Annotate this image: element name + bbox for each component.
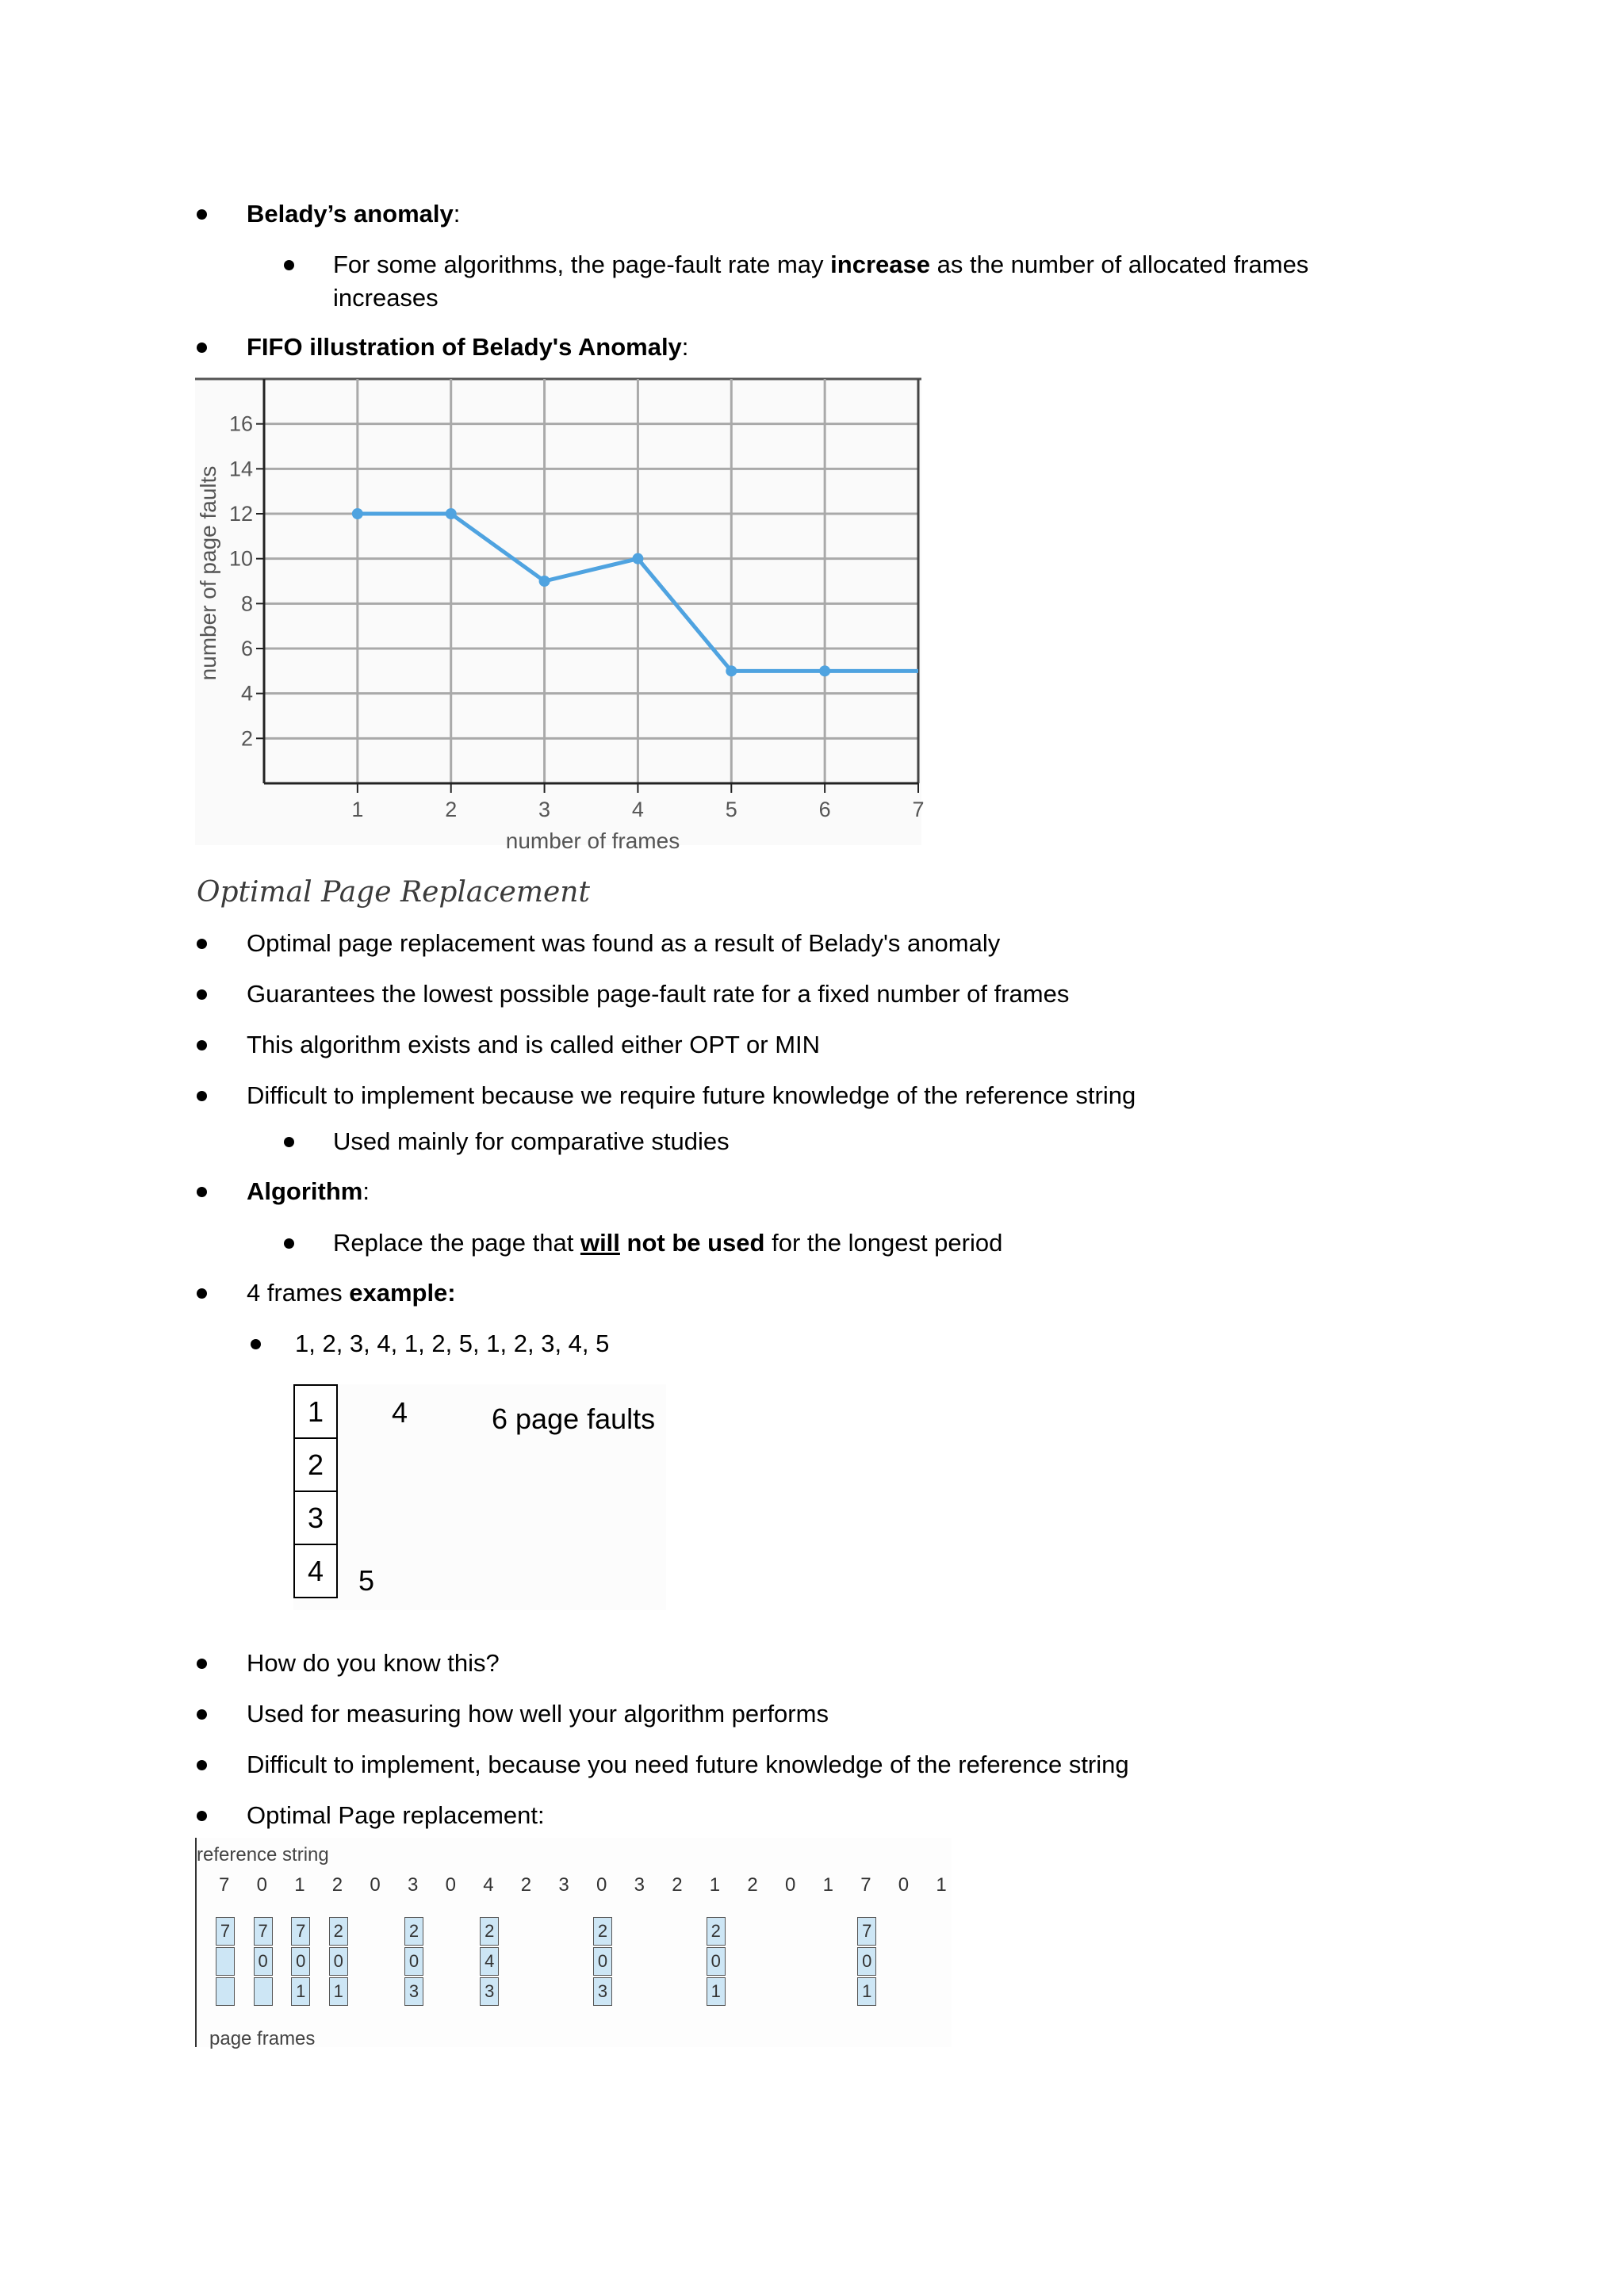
belady-title-line: Belady’s anomaly:	[247, 200, 461, 228]
reference-sequence: 1, 2, 3, 4, 1, 2, 5, 1, 2, 3, 4, 5	[295, 1330, 610, 1357]
reference-string-figure	[195, 1838, 952, 2047]
page-frame-cell: 7	[291, 1917, 310, 1946]
data-point	[352, 508, 363, 519]
page-frame-cell: 0	[404, 1947, 423, 1976]
x-tick-label: 4	[631, 798, 644, 821]
bullet-dot	[197, 989, 207, 1000]
page-frame-cell: 4	[480, 1947, 499, 1976]
replaced-page-label: 4	[392, 1396, 408, 1429]
bullet-dot	[197, 1659, 207, 1669]
x-tick-label: 6	[818, 798, 831, 821]
reference-value: 0	[785, 1874, 796, 1896]
page-fault-count: 6 page faults	[492, 1402, 656, 1435]
page-frame-cell: 0	[329, 1947, 348, 1976]
sub-bullet-text: Used mainly for comparative studies	[333, 1127, 730, 1155]
page-frame-cell	[216, 1947, 235, 1976]
page-frames-label: page frames	[209, 2028, 316, 2049]
page-frame-cell: 3	[593, 1977, 612, 2006]
optimal-bullet-text: Optimal page replacement was found as a result of Belady's anomaly	[247, 929, 1001, 957]
optimal-bullet-text: This algorithm exists and is called either OPT or MIN	[247, 1031, 821, 1058]
data-point	[539, 576, 550, 587]
reference-value: 1	[709, 1874, 721, 1896]
y-tick-label: 6	[240, 637, 253, 660]
reference-value: 2	[672, 1874, 683, 1896]
belady-description: For some algorithms, the page-fault rate may increase as the number of allocated frames	[333, 251, 1309, 278]
bullet-dot	[197, 1709, 207, 1720]
x-axis-label: number of frames	[505, 828, 680, 853]
page-frame-cell: 0	[857, 1947, 876, 1976]
page-frame-cell: 0	[254, 1947, 273, 1976]
frame-cell: 2	[293, 1437, 338, 1492]
page-frame-cell: 2	[404, 1917, 423, 1946]
algorithm-label: Algorithm	[247, 1177, 363, 1205]
reference-value: 7	[219, 1874, 230, 1896]
page-frame-cell: 3	[480, 1977, 499, 2006]
x-tick-label: 2	[445, 798, 458, 821]
more-bullet-text: Difficult to implement, because you need future knowledge of the reference string	[247, 1751, 1129, 1778]
algorithm-label-line: Algorithm:	[247, 1177, 370, 1205]
page-frame-cell: 7	[254, 1917, 273, 1946]
y-tick-label: 4	[240, 681, 253, 706]
fifo-belady-chart	[195, 377, 925, 853]
optimal-bullet-text: Difficult to implement because we require future knowledge of the reference string	[247, 1081, 1136, 1109]
reference-value: 1	[936, 1874, 947, 1896]
page-frame-cell: 2	[480, 1917, 499, 1946]
optimal-bullet-text: Guarantees the lowest possible page-fault rate for a fixed number of frames	[247, 980, 1070, 1008]
page-frame-cell: 7	[216, 1917, 235, 1946]
page-frame-cell: 2	[593, 1917, 612, 1946]
bullet-dot	[197, 1288, 207, 1299]
reference-value: 0	[898, 1874, 910, 1896]
data-point	[632, 553, 643, 564]
page-frame-cell	[216, 1977, 235, 2006]
bullet-dot	[197, 1091, 207, 1101]
more-bullet-text: Optimal Page replacement:	[247, 1801, 545, 1829]
bullet-dot	[197, 1187, 207, 1197]
data-point	[726, 665, 737, 676]
reference-value: 0	[370, 1874, 381, 1896]
reference-value: 4	[483, 1874, 494, 1896]
y-tick-label: 14	[228, 457, 253, 481]
x-tick-label: 5	[725, 798, 737, 821]
y-tick-label: 2	[240, 726, 253, 751]
replaced-page-label: 5	[358, 1564, 375, 1597]
page-frame-cell: 2	[707, 1917, 726, 1946]
page-frame-cell: 0	[291, 1947, 310, 1976]
belady-description-cont: increases	[333, 284, 439, 312]
y-tick-label: 8	[240, 591, 253, 616]
fifo-title-line: FIFO illustration of Belady's Anomaly:	[247, 333, 689, 361]
reference-value: 2	[520, 1874, 532, 1896]
reference-string-label: reference string	[197, 1844, 329, 1866]
frame-cell: 4	[293, 1544, 338, 1598]
x-tick-label: 7	[912, 798, 925, 821]
reference-value: 0	[596, 1874, 607, 1896]
data-point	[446, 508, 457, 519]
frame-cell: 3	[293, 1490, 338, 1545]
reference-value: 2	[747, 1874, 758, 1896]
reference-value: 1	[822, 1874, 833, 1896]
page-frame-cell: 0	[593, 1947, 612, 1976]
reference-value: 1	[294, 1874, 305, 1896]
reference-value: 0	[256, 1874, 267, 1896]
page-frame-cell: 1	[857, 1977, 876, 2006]
bullet-dot	[197, 1760, 207, 1770]
bullet-dot	[284, 260, 294, 270]
algorithm-rule: Replace the page that will not be used for the longest period	[333, 1229, 1003, 1257]
reference-value: 3	[634, 1874, 645, 1896]
page-frame-cell: 2	[329, 1917, 348, 1946]
page-frame-cell: 1	[329, 1977, 348, 2006]
belady-title: Belady’s anomaly	[247, 200, 454, 228]
reference-value: 7	[860, 1874, 871, 1896]
reference-value: 3	[558, 1874, 569, 1896]
page-frame-cell: 3	[404, 1977, 423, 2006]
frame-cell: 1	[293, 1384, 338, 1439]
y-axis-label: number of page faults	[196, 465, 220, 681]
bullet-dot	[284, 1137, 294, 1147]
page-frame-cell	[254, 1977, 273, 2006]
fifo-title: FIFO illustration of Belady's Anomaly	[247, 333, 682, 361]
more-bullet-text: How do you know this?	[247, 1649, 500, 1677]
data-point	[819, 665, 830, 676]
y-tick-label: 10	[228, 546, 253, 571]
more-bullet-text: Used for measuring how well your algorithm performs	[247, 1700, 829, 1728]
example-label: 4 frames example:	[247, 1279, 456, 1307]
bullet-dot	[251, 1339, 261, 1349]
y-tick-label: 12	[228, 502, 253, 526]
page-frame-cell: 1	[707, 1977, 726, 2006]
frames-example-figure	[293, 1384, 666, 1610]
x-tick-label: 3	[538, 798, 551, 821]
page-frame-cell: 1	[291, 1977, 310, 2006]
bullet-dot	[197, 1040, 207, 1050]
bullet-dot	[197, 209, 207, 220]
bullet-dot	[197, 342, 207, 353]
page-frame-cell: 0	[707, 1947, 726, 1976]
reference-value: 0	[445, 1874, 456, 1896]
section-heading: Optimal Page Replacement	[197, 876, 590, 909]
page-frame-cell: 7	[857, 1917, 876, 1946]
reference-value: 2	[331, 1874, 343, 1896]
reference-value: 3	[408, 1874, 419, 1896]
bullet-dot	[284, 1238, 294, 1249]
y-tick-label: 16	[228, 411, 253, 436]
bullet-dot	[197, 1811, 207, 1821]
bullet-dot	[197, 939, 207, 949]
x-tick-label: 1	[351, 798, 364, 821]
chart-background	[195, 377, 921, 845]
